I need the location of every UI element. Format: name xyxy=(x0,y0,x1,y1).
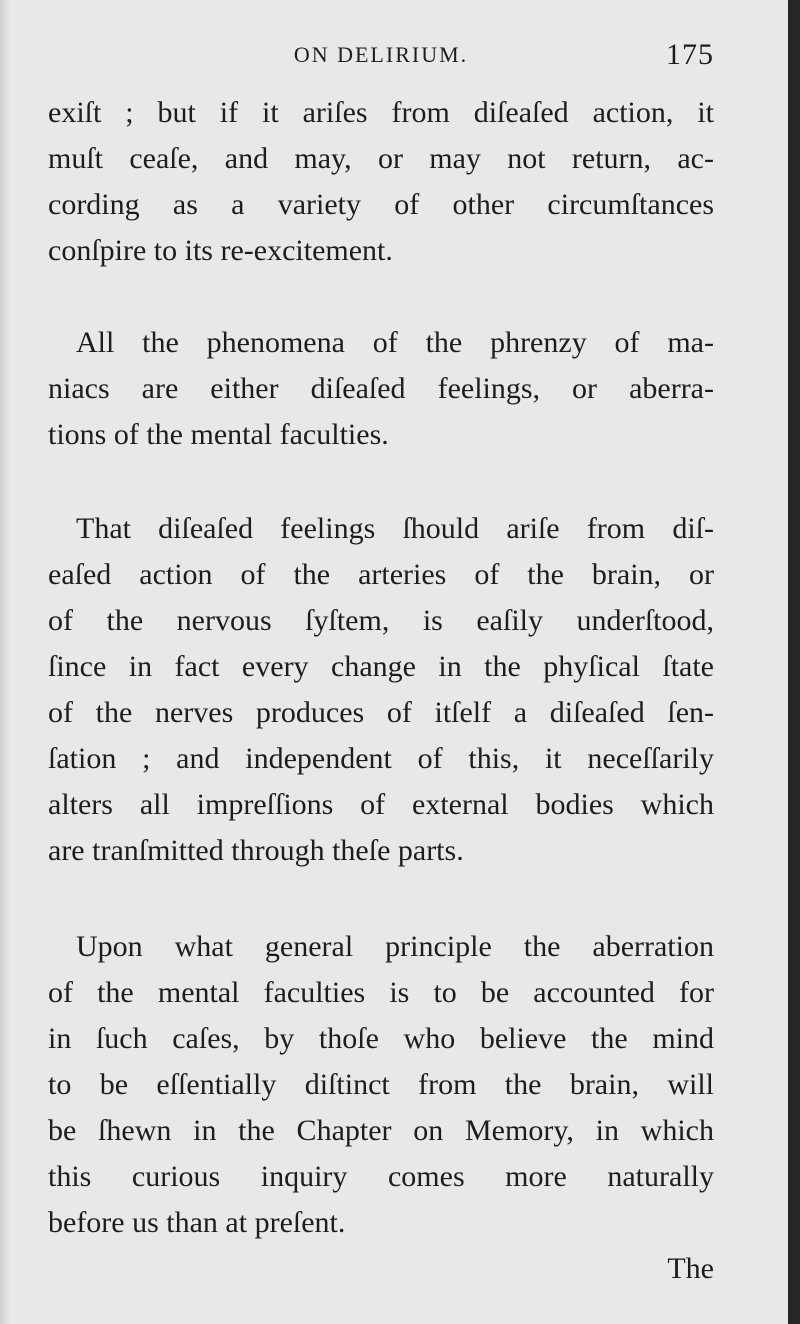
catchword: The xyxy=(667,1252,714,1285)
text-line: ſince in fact every change in the phyſical ſtate xyxy=(48,650,714,683)
text-line: of the nervous ſyſtem, is eaſily underſtood, xyxy=(48,604,714,637)
paragraph-2 xyxy=(48,320,714,458)
text-line: conſpire to its re-excitement. xyxy=(48,234,393,267)
text-line: are tranſmitted through theſe parts. xyxy=(48,834,464,867)
text-line: exiſt ; but if it ariſes from diſeaſed action, it xyxy=(48,96,714,129)
paragraph-3 xyxy=(48,506,714,874)
text-line: Upon what general principle the aberration xyxy=(76,930,714,963)
running-title: ON DELIRIUM. xyxy=(293,42,469,67)
text-line: tions of the mental faculties. xyxy=(48,418,389,451)
text-line: eaſed action of the arteries of the brain, or xyxy=(48,558,714,591)
text-line: of the mental faculties is to be accounted for xyxy=(48,976,714,1009)
text-line: muſt ceaſe, and may, or may not return, ac- xyxy=(48,142,714,175)
text-line: in ſuch caſes, by thoſe who believe the mind xyxy=(48,1022,714,1055)
text-line: All the phenomena of the phrenzy of ma- xyxy=(76,326,714,359)
text-line: before us than at preſent. xyxy=(48,1206,346,1239)
page-gutter-shadow xyxy=(0,0,10,1324)
text-line: this curious inquiry comes more naturally xyxy=(48,1160,714,1193)
page-header xyxy=(48,38,714,78)
text-line: cording as a variety of other circumſtances xyxy=(48,188,714,221)
page-edge-border xyxy=(788,0,800,1324)
page-number: 175 xyxy=(666,38,714,71)
text-line: alters all impreſſions of external bodies which xyxy=(48,788,714,821)
paragraph-1 xyxy=(48,90,714,274)
text-line: That diſeaſed feelings ſhould ariſe from diſ- xyxy=(76,512,714,545)
text-line: be ſhewn in the Chapter on Memory, in which xyxy=(48,1114,714,1147)
paragraph-4 xyxy=(48,924,714,1246)
text-line: ſation ; and independent of this, it neceſſarily xyxy=(48,742,714,775)
text-line: to be eſſentially diſtinct from the brain, will xyxy=(48,1068,714,1101)
text-line: of the nerves produces of itſelf a diſeaſed ſen- xyxy=(48,696,714,729)
text-line: niacs are either diſeaſed feelings, or aberra- xyxy=(48,372,714,405)
